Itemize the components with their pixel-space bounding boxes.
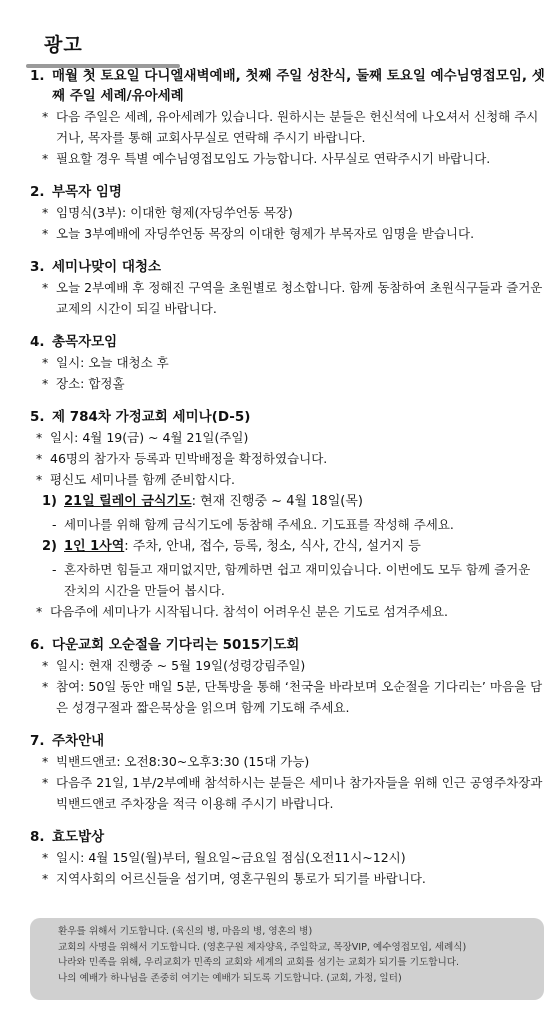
sub-item-title: 21일 릴레이 금식기도 — [64, 494, 192, 509]
asterisk-icon: * — [42, 280, 49, 295]
asterisk-icon: * — [42, 376, 49, 391]
sub-item-heading — [30, 490, 546, 514]
sub-item-detail: : 주차, 안내, 접수, 등록, 청소, 식사, 간식, 설거지 등 — [124, 539, 421, 554]
asterisk-icon: * — [42, 109, 49, 124]
announcement-4 — [30, 332, 546, 394]
announcement-3 — [30, 257, 546, 319]
bullet-item: * 참여: 50일 동안 매일 5분, 단톡방을 통해 ‘천국을 바라보며 오순절을 기다리는’ 마음을 담은 성경구절과 짧은묵상을 읽으며 함께 기도해 주세요. — [30, 676, 546, 718]
prayer-line: 나라와 민족을 위해, 우리교회가 민족의 교회와 세계의 교회를 섬기는 교회가 되기를 기도합니다. — [58, 957, 460, 968]
bullet-item: * 46명의 참가자 등록과 민박배정을 확정하였습니다. — [30, 448, 546, 469]
announcement-5 — [30, 407, 546, 622]
bullet-item: * 다음주에 세미나가 시작됩니다. 참석이 어려우신 분은 기도로 섬겨주세요. — [30, 601, 546, 622]
asterisk-icon: * — [36, 430, 43, 445]
section-title: 다운교회 오순절을 기다리는 5015기도회 — [52, 637, 300, 653]
dash-item: - 세미나를 위해 함께 금식기도에 동참해 주세요. 기도표를 작성해 주세요. — [30, 514, 546, 535]
bullet-item: * 장소: 합정홀 — [30, 373, 546, 394]
section-heading — [30, 66, 546, 106]
section-heading — [30, 407, 546, 427]
bullet-item: * 임명식(3부): 이대한 형제(자딩쑤언동 목장) — [30, 202, 546, 223]
asterisk-icon: * — [42, 355, 49, 370]
section-title: 주차안내 — [52, 733, 105, 749]
sub-item-title: 1인 1사역 — [64, 539, 125, 554]
section-heading — [30, 182, 546, 202]
asterisk-icon: * — [42, 679, 49, 694]
asterisk-icon: * — [36, 472, 43, 487]
section-number: 7. — [30, 733, 45, 749]
sub-item-number: 2) — [42, 539, 57, 554]
prayer-line: 나의 예배가 하나님을 존중히 여기는 예배가 되도록 기도합니다. (교회, 가정, 일터) — [58, 972, 402, 984]
announcements — [30, 66, 546, 902]
section-number: 2. — [30, 184, 45, 200]
announcement-7 — [30, 731, 546, 814]
prayer-line: 환우를 위해서 기도합니다. (육신의 병, 마음의 병, 영혼의 병) — [58, 926, 313, 937]
asterisk-icon: * — [36, 451, 43, 466]
bullet-item: * 평신도 세미나를 함께 준비합시다. — [30, 469, 546, 490]
sub-item-heading — [30, 535, 546, 559]
section-number: 1. — [30, 68, 45, 84]
bullet-item: * 다음 주일은 세례, 유아세례가 있습니다. 원하시는 분들은 헌신석에 나오셔서 신청해 주시거나, 목자를 통해 교회사무실로 연락해 주시기 바랍니다. — [30, 106, 546, 148]
section-heading — [30, 257, 546, 277]
announcement-1 — [30, 66, 546, 169]
sub-item-number: 1) — [42, 494, 57, 509]
asterisk-icon: * — [42, 871, 49, 886]
section-title: 효도밥상 — [52, 829, 105, 845]
section-title: 매월 첫 토요일 다니엘새벽예배, 첫째 주일 성찬식, 둘째 토요일 예수님영접모임, 셋째 주일 세례/유아세례 — [52, 68, 545, 104]
page-header — [26, 30, 180, 68]
dash-icon: - — [52, 517, 57, 532]
section-number: 4. — [30, 334, 45, 350]
prayer-box — [30, 918, 544, 1000]
section-heading — [30, 827, 546, 847]
bullet-item: * 오늘 2부예배 후 정해진 구역을 초원별로 청소합니다. 함께 동참하여 초원식구들과 즐거운 교제의 시간이 되길 바랍니다. — [30, 277, 546, 319]
asterisk-icon: * — [42, 850, 49, 865]
section-number: 3. — [30, 259, 45, 275]
announcement-6 — [30, 635, 546, 718]
page-title: 광고 — [44, 34, 83, 56]
section-title: 부목자 임명 — [52, 184, 122, 200]
asterisk-icon: * — [42, 226, 49, 241]
bullet-item: * 일시: 오늘 대청소 후 — [30, 352, 546, 373]
section-number: 8. — [30, 829, 45, 845]
asterisk-icon: * — [42, 658, 49, 673]
bullet-item: * 일시: 현재 진행중 ~ 5월 19일(성령강림주일) — [30, 655, 546, 676]
bullet-item: * 오늘 3부예배에 자딩쑤언동 목장의 이대한 형제가 부목자로 임명을 받습니다. — [30, 223, 546, 244]
asterisk-icon: * — [42, 151, 49, 166]
sub-item-detail: : 현재 진행중 ~ 4월 18일(목) — [191, 494, 363, 509]
bullet-item: * 빅밴드앤코: 오전8:30~오후3:30 (15대 가능) — [30, 751, 546, 772]
section-title: 세미나맞이 대청소 — [52, 259, 162, 275]
asterisk-icon: * — [36, 604, 43, 619]
dash-item: - 혼자하면 힘들고 재미없지만, 함께하면 쉽고 재미있습니다. 이번에도 모두 함께 즐거운 잔치의 시간을 만들어 봅시다. — [30, 559, 546, 601]
section-heading — [30, 635, 546, 655]
asterisk-icon: * — [42, 775, 49, 790]
bullet-item: * 지역사회의 어르신들을 섬기며, 영혼구원의 통로가 되기를 바랍니다. — [30, 868, 546, 889]
section-title: 제 784차 가정교회 세미나(D-5) — [52, 409, 251, 425]
bullet-item: * 다음주 21일, 1부/2부예배 참석하시는 분들은 세미나 참가자들을 위해 인근 공영주차장과 빅밴드앤코 주차장을 적극 이용해 주시기 바랍니다. — [30, 772, 546, 814]
bullet-item: * 일시: 4월 19(금) ~ 4월 21일(주일) — [30, 427, 546, 448]
announcement-8 — [30, 827, 546, 889]
bullet-item: * 일시: 4월 15일(월)부터, 월요일~금요일 점심(오전11시~12시) — [30, 847, 546, 868]
section-title: 총목자모임 — [52, 334, 118, 350]
section-heading — [30, 731, 546, 751]
prayer-line: 교회의 사명을 위해서 기도합니다. (영혼구원 제자양육, 주일학교, 목장VIP, 예수영접모임, 세례식) — [58, 941, 467, 953]
bullet-item: * 필요할 경우 특별 예수님영접모임도 가능합니다. 사무실로 연락주시기 바랍니다. — [30, 148, 546, 169]
asterisk-icon: * — [42, 205, 49, 220]
announcement-2 — [30, 182, 546, 244]
section-number: 5. — [30, 409, 45, 425]
dash-icon: - — [52, 562, 57, 577]
section-number: 6. — [30, 637, 45, 653]
asterisk-icon: * — [42, 754, 49, 769]
section-heading — [30, 332, 546, 352]
